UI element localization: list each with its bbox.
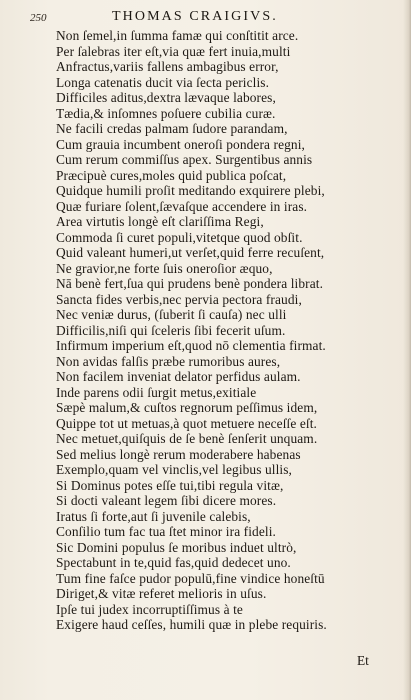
verse-line: Non facilem inveniat delator perfidus aulam. [56, 369, 301, 384]
verse-line: Tum fine faſce pudor populū,fine vindice honeſtū [56, 570, 325, 586]
verse-line: Sed melius longè rerum moderabere habenas [56, 446, 301, 462]
verse-line: Difficilis,niſi qui ſceleris ſibi fecerit uſum. [56, 322, 286, 338]
running-head [30, 8, 383, 28]
verse-line: Anfractus,variis fallens ambagibus error, [56, 59, 279, 74]
page-number: 250 [30, 12, 47, 24]
verse-line: Si docti valeant legem ſibi dicere mores. [56, 493, 277, 508]
verse-line: Ipſe tui judex incorruptiſſimus à te [56, 601, 243, 617]
verse-line: Ne gravior,ne forte ſuis oneroſior æquo, [56, 260, 273, 276]
verse-line: Iratus ſi forte,aut ſi juvenile calebis, [56, 508, 251, 524]
verse-line: Quippe tot ut metuas,à quot metuere neceſſe eſt. [56, 415, 317, 431]
verse-line: Ne facili credas palmam ſudore parandam, [56, 121, 288, 136]
binding-shadow [403, 0, 411, 700]
verse-line: Per ſalebras iter eſt,via quæ fert inuia,multi [56, 43, 291, 59]
verse-line: Sancta fides verbis,nec pervia pectora fraudi, [56, 291, 302, 307]
verse-line: Quæ furiare ſolent,ſævaſque accendere in iras. [56, 198, 308, 214]
verse-line: Nec metuet,quiſquis de ſe benè ſenſerit unquam. [56, 431, 318, 446]
verse-line: Sic Domini populus ſe moribus induet ultrò, [56, 539, 297, 555]
verse-line: Difficiles aditus,dextra lævaque labores, [56, 90, 276, 105]
verse-line: Nec veniæ durus, (ſuberit ſi cauſa) nec ulli [56, 307, 287, 322]
verse-line: Non avidas falſis præbe rumoribus aures, [56, 353, 281, 369]
verse-line: Quid valeant humeri,ut verſet,quid ferre recuſent, [56, 245, 325, 260]
verse-line: Quidque humili proſit meditando exquirere plebi, [56, 183, 325, 198]
verse-line: Sæpè malum,& cuſtos regnorum peſſimus idem, [56, 400, 318, 415]
verse-line: Præcipuè cures,moles quid publica poſcat, [56, 167, 287, 183]
verse-block [56, 28, 378, 633]
verse-line: Area virtutis longè eſt clariſſima Regi, [56, 214, 264, 229]
verse-line: Longa catenatis ducit via ſecta periclis. [56, 74, 270, 90]
verse-line: Cum rerum commiſſus apex. Surgentibus annis [56, 152, 313, 167]
verse-line: Spectabunt in te,quid fas,quid dedecet uno. [56, 555, 291, 570]
verse-line: Cum grauia incumbent oneroſi pondera regni, [56, 136, 305, 152]
verse-line: Conſilio tum fac tua ſtet minor ira fideli. [56, 524, 276, 539]
verse-line: Exemplo,quam vel vinclis,vel legibus ullis, [56, 462, 293, 477]
verse-line: Commoda ſi curet populi,vitetque quod obſit. [56, 229, 303, 245]
verse-line: Inde parens odii ſurgit metus,exitiale [56, 384, 257, 400]
verse-line: Nā benè fert,ſua qui prudens benè pondera librat. [56, 276, 324, 291]
verse-line: Exigere haud ceſſes, humili quæ in plebe requiris. [56, 617, 327, 632]
verse-line: Tædia,& inſomnes poſuere cubilia curæ. [56, 105, 276, 121]
verse-line: Si Dominus potes eſſe tui,tibi regula vitæ, [56, 477, 284, 493]
verse-line: Non ſemel,in ſumma famæ qui conſtitit arce. [56, 28, 299, 43]
running-title: THOMAS CRAIGIVS. [112, 9, 278, 24]
catchword: Et [357, 653, 369, 668]
verse-line: Diriget,& vitæ referet melioris in uſus. [56, 586, 267, 601]
verse-line: Infirmum imperium eſt,quod nō clementia firmat. [56, 338, 326, 353]
